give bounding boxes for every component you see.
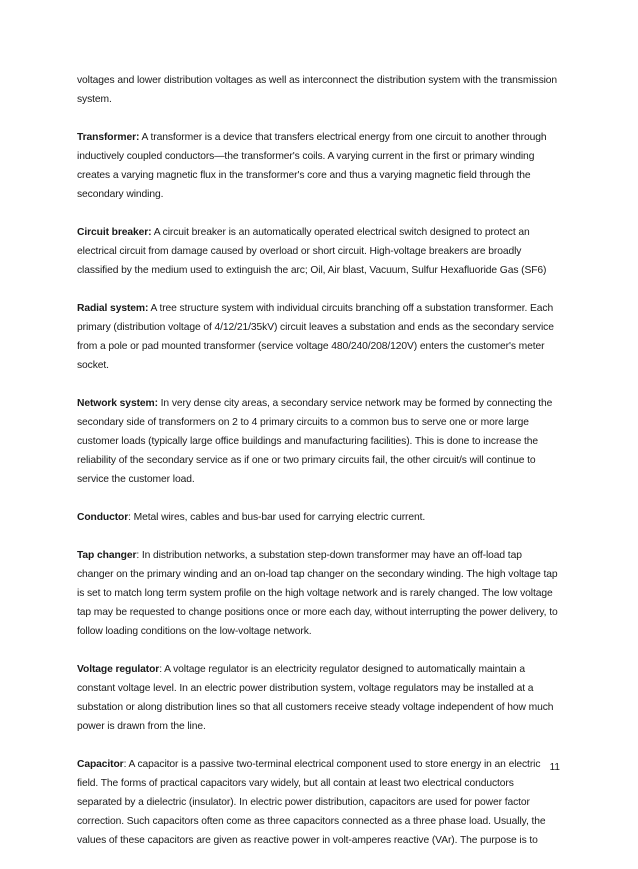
paragraph-tap-changer bbox=[77, 546, 559, 641]
paragraph-text: A transformer is a device that transfers electrical energy from one circuit to another through inductively coupled conductors—the transformer's coils. A varying current in the first or primary winding creates a varying magnetic flux in the transformer's core and thus a varying magnetic field through the secondary winding. bbox=[77, 132, 547, 200]
paragraph-term: Circuit breaker: bbox=[77, 227, 152, 238]
paragraph-term: Capacitor bbox=[77, 759, 124, 770]
page-number: 11 bbox=[549, 762, 560, 773]
paragraph-text: In very dense city areas, a secondary service network may be formed by connecting the secondary side of transformers on 2 to 4 primary circuits to a common bus to serve one or more large customer loads (typically large office buildings and manufacturing facilities). This is done to increase the reliability of the secondary service as if one or two primary circuits fail, the other circuit/s will continue to service the customer load. bbox=[77, 398, 553, 485]
paragraph-circuit-breaker bbox=[77, 223, 559, 280]
paragraph-text: A tree structure system with individual circuits branching off a substation transformer. Each primary (distribution voltage of 4/12/21/35kV) circuit leaves a substation and ends as the secondary service from a pole or pad mounted transformer (service voltage 480/240/208/120V) enters the customer's meter socket. bbox=[77, 303, 554, 371]
paragraph-intro bbox=[77, 71, 559, 109]
paragraph-text: : In distribution networks, a substation step-down transformer may have an off-load tap changer on the primary winding and an on-load tap changer on the secondary winding. The high voltage tap is set to match long term system profile on the high voltage network and is rarely changed. The low voltage tap may be requested to change positions once or more each day, without interrupting the power delivery, to follow loading conditions on the low-voltage network. bbox=[77, 550, 558, 637]
paragraph-term: Tap changer bbox=[77, 550, 137, 561]
paragraph-term: Radial system: bbox=[77, 303, 149, 314]
paragraph-text: : A voltage regulator is an electricity regulator designed to automatically maintain a constant voltage level. In an electric power distribution system, voltage regulators may be installed at a substation or along distribution lines so that all customers receive steady voltage independent of how much power is drawn from the line. bbox=[77, 664, 554, 732]
paragraph-transformer bbox=[77, 128, 559, 204]
paragraph-capacitor bbox=[77, 755, 559, 850]
paragraph-term: Transformer: bbox=[77, 132, 140, 143]
paragraph-text: A circuit breaker is an automatically operated electrical switch designed to protect an electrical circuit from damage caused by overload or short circuit. High-voltage breakers are broadly classified by the medium used to extinguish the arc; Oil, Air blast, Vacuum, Sulfur Hexafluoride Gas (SF6) bbox=[77, 227, 547, 276]
paragraph-conductor bbox=[77, 508, 559, 527]
paragraph-voltage-regulator bbox=[77, 660, 559, 736]
paragraph-term: Conductor bbox=[77, 512, 129, 523]
paragraph-text: voltages and lower distribution voltages as well as interconnect the distribution system with the transmission system. bbox=[77, 75, 558, 105]
page-content bbox=[77, 71, 559, 869]
paragraph-term: Network system: bbox=[77, 398, 158, 409]
paragraph-term: Voltage regulator bbox=[77, 664, 160, 675]
paragraph-text: : Metal wires, cables and bus-bar used for carrying electric current. bbox=[128, 512, 426, 523]
paragraph-text: : A capacitor is a passive two-terminal electrical component used to store energy in an electric field. The forms of practical capacitors vary widely, but all contain at least two electrical conductors separated by a dielectric (insulator). In electric power distribution, capacitors are used for power factor correction. Such capacitors often come as three capacitors connected as a three phase load. Usually, the values of these capacitors are given as reactive power in volt-amperes reactive (VAr). The purpose is to bbox=[77, 759, 546, 846]
paragraph-network-system bbox=[77, 394, 559, 489]
paragraph-radial-system bbox=[77, 299, 559, 375]
